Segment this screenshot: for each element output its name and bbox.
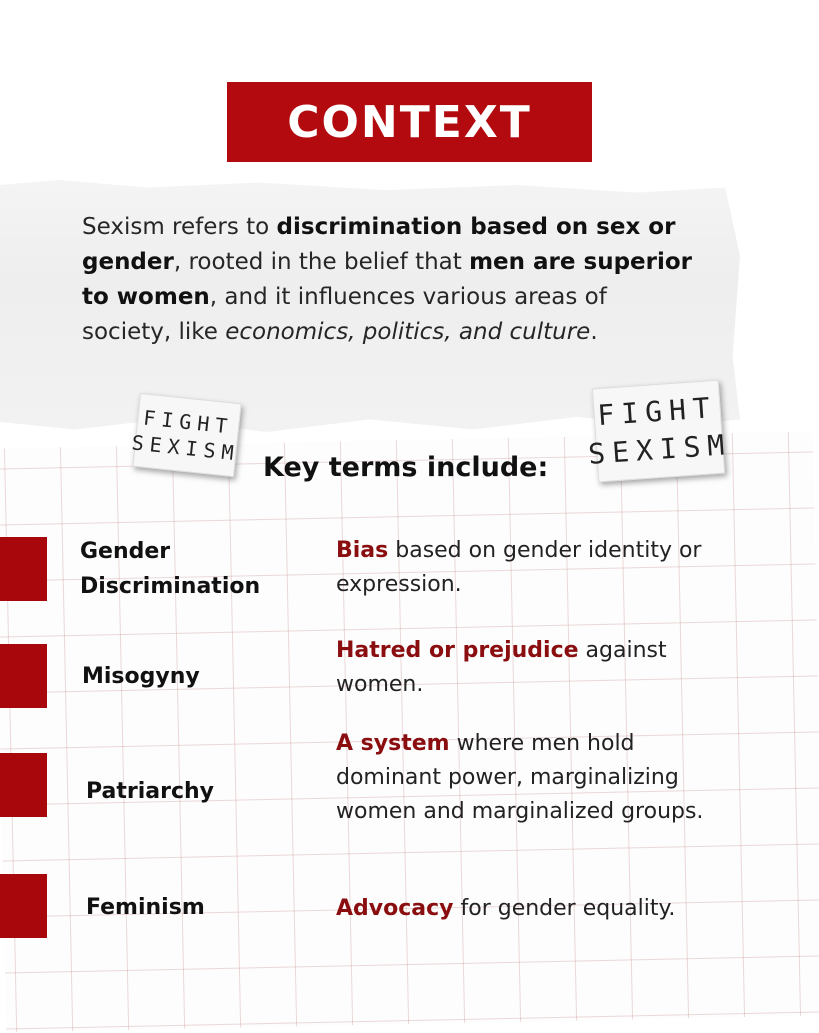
term-marker (0, 874, 47, 938)
term-misogyny (82, 659, 200, 694)
tile-line-2: SEXISM (587, 428, 733, 471)
fight-sexism-tile-left (132, 393, 241, 477)
term-gender-discrimination (80, 534, 260, 604)
key-terms-heading: Key terms include: (263, 452, 549, 483)
term-marker (0, 537, 47, 601)
definition-highlight: A system (336, 731, 450, 756)
definition-patriarchy (336, 727, 726, 829)
tile-line-1: FIGHT (596, 390, 718, 433)
term-label: Patriarchy (86, 779, 215, 804)
intro-bold-1: discrimination based on sex or gender (82, 214, 676, 275)
definition-text: based on gender identity or expression. (336, 538, 702, 597)
definition-highlight: Bias (336, 538, 389, 563)
definition-misogyny (336, 634, 736, 702)
tile-line-2: SEXISM (130, 430, 241, 466)
intro-text: Sexism refers to (82, 214, 277, 240)
intro-text: . (590, 319, 598, 345)
intro-bold-2: men are superior to women (82, 249, 693, 310)
term-patriarchy (86, 774, 214, 809)
definition-highlight: Hatred or prejudice (336, 638, 579, 663)
term-marker (0, 644, 47, 708)
intro-italic: economics, politics, and culture (225, 319, 591, 345)
intro-text: , and it influences various areas of society, like (82, 284, 607, 345)
tile-line-1: FIGHT (142, 405, 235, 439)
term-label-line-2: Discrimination (80, 574, 261, 599)
intro-text: , rooted in the belief that (173, 249, 470, 275)
term-label: Misogyny (82, 664, 200, 689)
term-marker (0, 753, 47, 817)
page-title: CONTEXT (287, 96, 532, 148)
term-label: Feminism (86, 895, 205, 920)
definition-feminism (336, 892, 776, 926)
fight-sexism-tile-right (587, 380, 733, 483)
term-feminism (86, 890, 205, 925)
term-label-line-1: Gender (80, 539, 171, 564)
intro-paragraph (82, 210, 702, 350)
definition-gender-discrimination (336, 534, 776, 602)
definition-text: against women. (336, 638, 667, 697)
title-banner (227, 82, 592, 162)
definition-text: for gender equality. (453, 896, 676, 921)
definition-text: where men hold dominant power, marginalizing women and marginalized groups. (336, 731, 704, 824)
definition-highlight: Advocacy (336, 896, 454, 921)
